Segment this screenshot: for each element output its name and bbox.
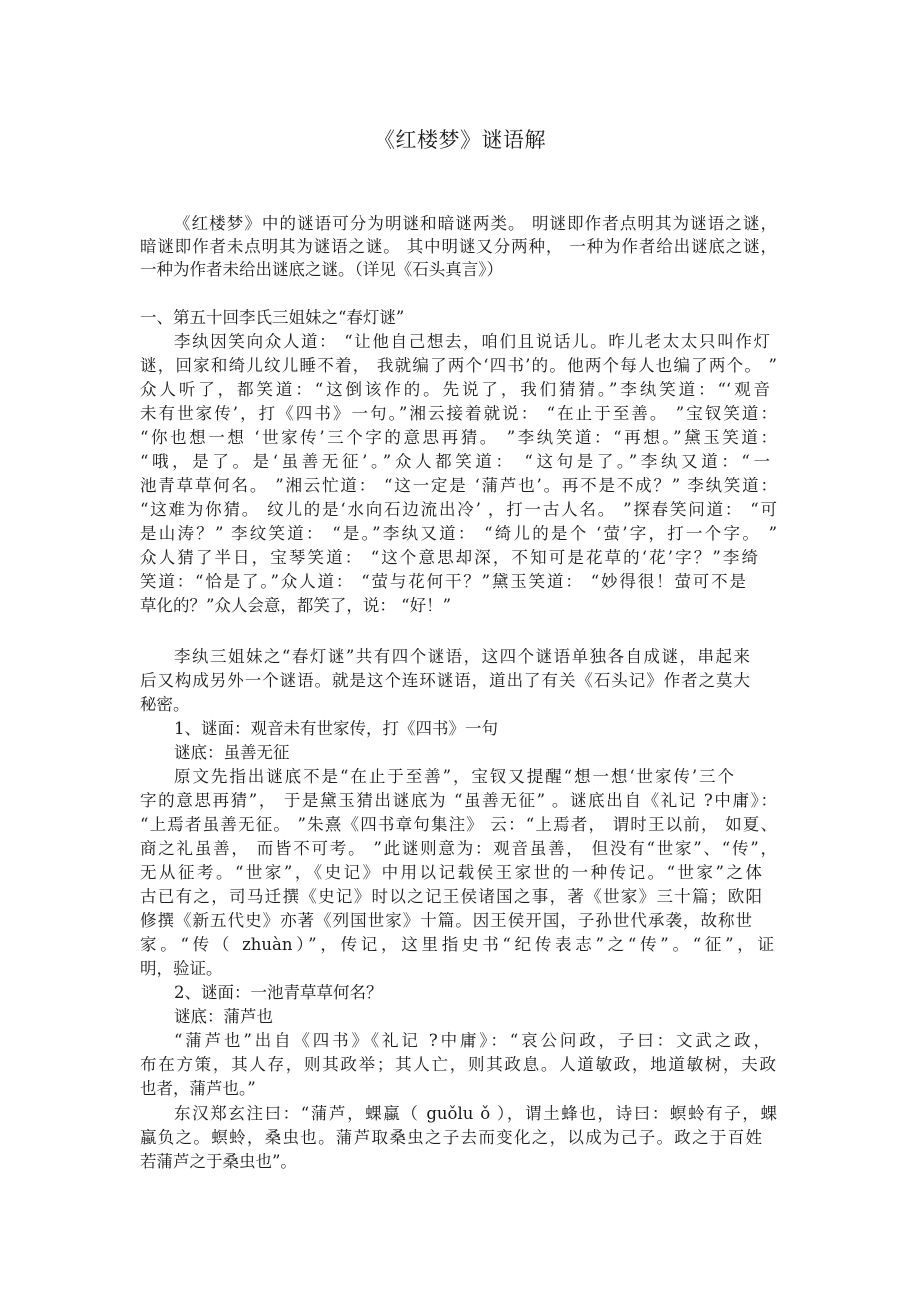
text-line: 商之礼虽善， 而皆不可考。 ”此谜则意为：观音虽善， 但没有“世家”、“传”， [140,839,777,858]
text-line: “这难为你猜。 纹儿的是‘水向石边流出冷’ ，打一古人名。 ”探春笑问道： “可 [140,500,777,519]
text-line: 笑道：“恰是了。”众人道： “萤与花何干？”黛玉笑道： “妙得很！萤可不是 [140,572,746,591]
text-line: 池青草草何名。 ”湘云忙道： “这一定是 ‘蒲芦也’。再不是不成？” 李纨笑道： [140,476,777,495]
riddle-answer: 谜底：虽善无征 [174,743,290,762]
text-line: 无从征考。“世家”，《史记》中用以记载侯王家世的一种传记。“世家”之体 [140,863,762,882]
riddle-answer: 谜底：蒲芦也 [174,1007,273,1026]
text-line: 秘密。 [140,695,190,714]
riddle-face: 1、谜面：观音未有世家传，打《四书》一句 [174,719,498,738]
text-line: 谜，回家和绮儿纹儿睡不着， 我就编了两个‘四书’的。他两个每人也编了两个。 ” [140,356,777,375]
text-line: 是山涛？” 李纹笑道： “是。”李纨又道： “绮儿的是个 ‘萤’字，打一个字。 ” [140,524,777,543]
text-line: “上焉者虽善无征。 ”朱熹《四书章句集注》 云：“上焉者， 谓时王以前， 如夏、 [140,815,777,834]
text-line: 《红楼梦》中的谜语可分为明谜和暗谜两类。 明谜即作者点明其为谜语之谜， [174,214,777,233]
text-line: 若蒲芦之于桑虫也”。 [140,1152,297,1171]
text-line: 布在方策，其人存，则其政举；其人亡，则其政息。人道敏政，地道敏树，夫政 [140,1055,776,1074]
text-line: 众人听了，都笑道：“这倒该作的。先说了，我们猜猜。”李纨笑道：“‘观音 [140,380,770,399]
text-line: 家。“传（ zhuàn）”，传记，这里指史书“纪传表志”之“传”。“征”，证 [140,935,774,954]
text-line: 字的意思再猜”， 于是黛玉猜出谜底为 “虽善无征” 。谜底出自《礼记 ?中庸》： [140,791,777,810]
text-line: “哦，是了。是‘虽善无征’。”众人都笑道： “这句是了。”李纨又道：“一 [140,452,770,471]
text-line: 原文先指出谜底不是“在止于至善”，宝钗又提醒“想一想‘世家传’三个 [174,767,734,786]
text-line: 后又构成另外一个谜语。就是这个连环谜语，道出了有关《石头记》作者之莫大 [140,671,750,690]
text-line: 修撰《新五代史》亦著《列国世家》十篇。因王侯开国，子孙世代承袭，故称世 [140,911,752,930]
text-line: “你也想一想 ‘世家传’三个字的意思再猜。 ”李纨笑道：“再想。”黛玉笑道： [140,428,777,447]
text-line: 草化的？”众人会意，都笑了，说： “好！” [140,596,452,615]
text-line: 李纨因笑向众人道： “让他自己想去，咱们且说话儿。昨儿老太太只叫作灯 [174,332,770,351]
riddle-face: 2、谜面：一池青草草何名？ [174,983,383,1002]
page-title: 《红楼梦》谜语解 [374,128,546,152]
text-line: 一种为作者未给出谜底之谜。（详见《石头真言》） [140,260,503,279]
text-line: 蠃负之。螟蛉，桑虫也。蒲芦取桑虫之子去而变化之，以成为己子。政之于百姓 [140,1128,762,1147]
text-line: 明，验证。 [140,959,223,978]
section-heading: 一、第五十回李氏三姐妹之“春灯谜” [140,308,405,327]
text-line: 未有世家传’，打《四书》一句。”湘云接着就说： “在止于至善。 ”宝钗笑道： [140,404,777,423]
text-line: 古已有之，司马迁撰《史记》时以之记王侯诸国之事，著《世家》三十篇；欧阳 [140,887,762,906]
text-line: “蒲芦也”出自《四书》《礼记 ?中庸》：“哀公问政，子曰：文武之政， [174,1031,770,1050]
text-line: 也者，蒲芦也。” [140,1079,256,1098]
text-line: 东汉郑玄注曰：“蒲芦，蜾蠃（ guǒlu ǒ ），谓土蜂也，诗曰：螟蛉有子，蜾 [174,1104,777,1123]
text-line: 暗谜即作者未点明其为谜语之谜。 其中明谜又分两种， 一种为作者给出谜底之谜， [140,237,777,256]
text-line: 李纨三姐妹之“春灯谜”共有四个谜语，这四个谜语单独各自成谜，串起来 [174,647,750,666]
text-line: 众人猜了半日，宝琴笑道： “这个意思却深，不知可是花草的‘花’字？”李绮 [140,548,758,567]
